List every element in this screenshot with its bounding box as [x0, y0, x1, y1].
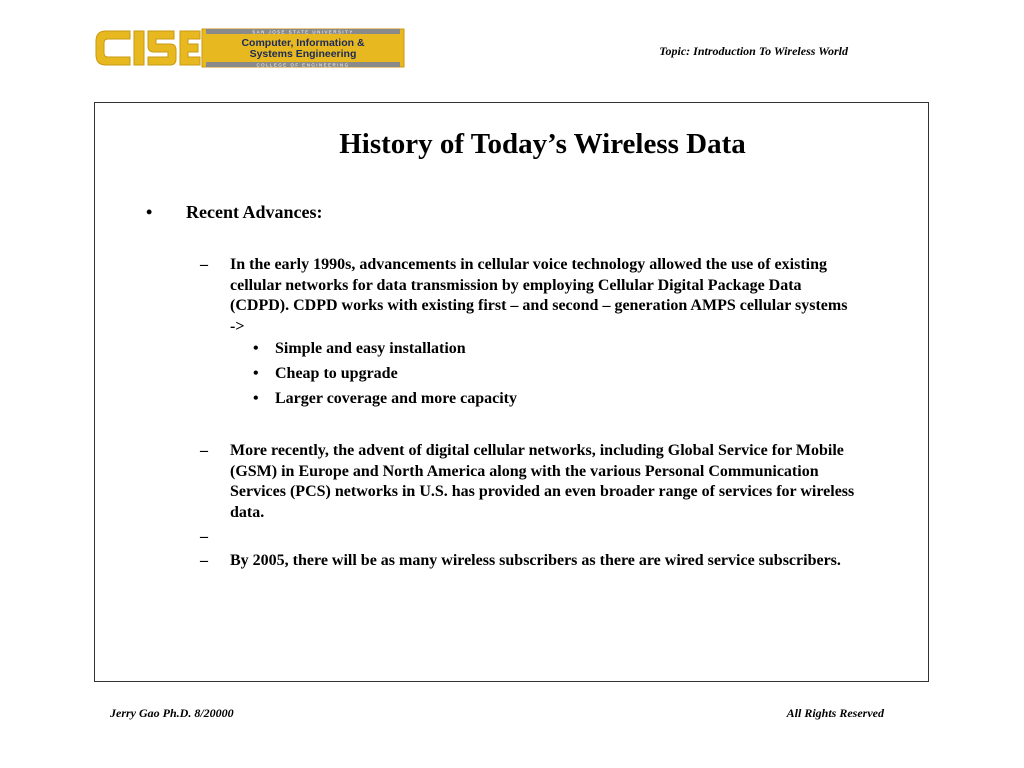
sub-bullet-mark: • — [253, 365, 259, 382]
dash-mark: – — [200, 256, 208, 273]
footer-author: Jerry Gao Ph.D. 8/20000 — [110, 706, 234, 720]
cise-logo — [94, 26, 406, 70]
sub-bullet-text: Simple and easy installation — [275, 340, 466, 357]
dash-item-text: By 2005, there will be as many wireless subscribers as there are wired service subscribers. — [230, 552, 841, 569]
dash-mark: – — [200, 442, 208, 459]
dash-mark: – — [200, 552, 208, 569]
topic-header: Topic: Introduction To Wireless World — [659, 44, 848, 58]
logo-line2: Systems Engineering — [249, 48, 357, 60]
dash-mark: – — [200, 528, 208, 545]
dash-item-text: More recently, the advent of digital cellular networks, including Global Service for Mobile (GSM) in Europe and North America along with the various Personal Communication Services (PCS) networks in U.S. has provided an even broader range of services for wireless data. — [230, 442, 855, 521]
logo-line1: Computer, Information & — [241, 37, 365, 49]
bullet-mark: • — [146, 202, 153, 222]
sub-bullet-mark: • — [253, 340, 259, 357]
sub-bullet-text: Larger coverage and more capacity — [275, 390, 518, 407]
bullet-text: Recent Advances: — [186, 202, 323, 222]
sub-bullet-mark: • — [253, 390, 259, 407]
footer-rights: All Rights Reserved — [786, 706, 884, 720]
logo-university: SAN JOSE STATE UNIVERSITY — [252, 29, 354, 35]
dash-item-text: In the early 1990s, advancements in cellular voice technology allowed the use of existing cellular networks for data transmission by employing Cellular Digital Package Data (CDPD). CDPD works with existing first – and second – generation AMPS cellular systems -> — [230, 256, 848, 335]
slide-title: History of Today’s Wireless Data — [339, 128, 746, 160]
logo-college: COLLEGE OF ENGINEERING — [256, 62, 350, 68]
sub-bullet-text: Cheap to upgrade — [275, 365, 398, 382]
